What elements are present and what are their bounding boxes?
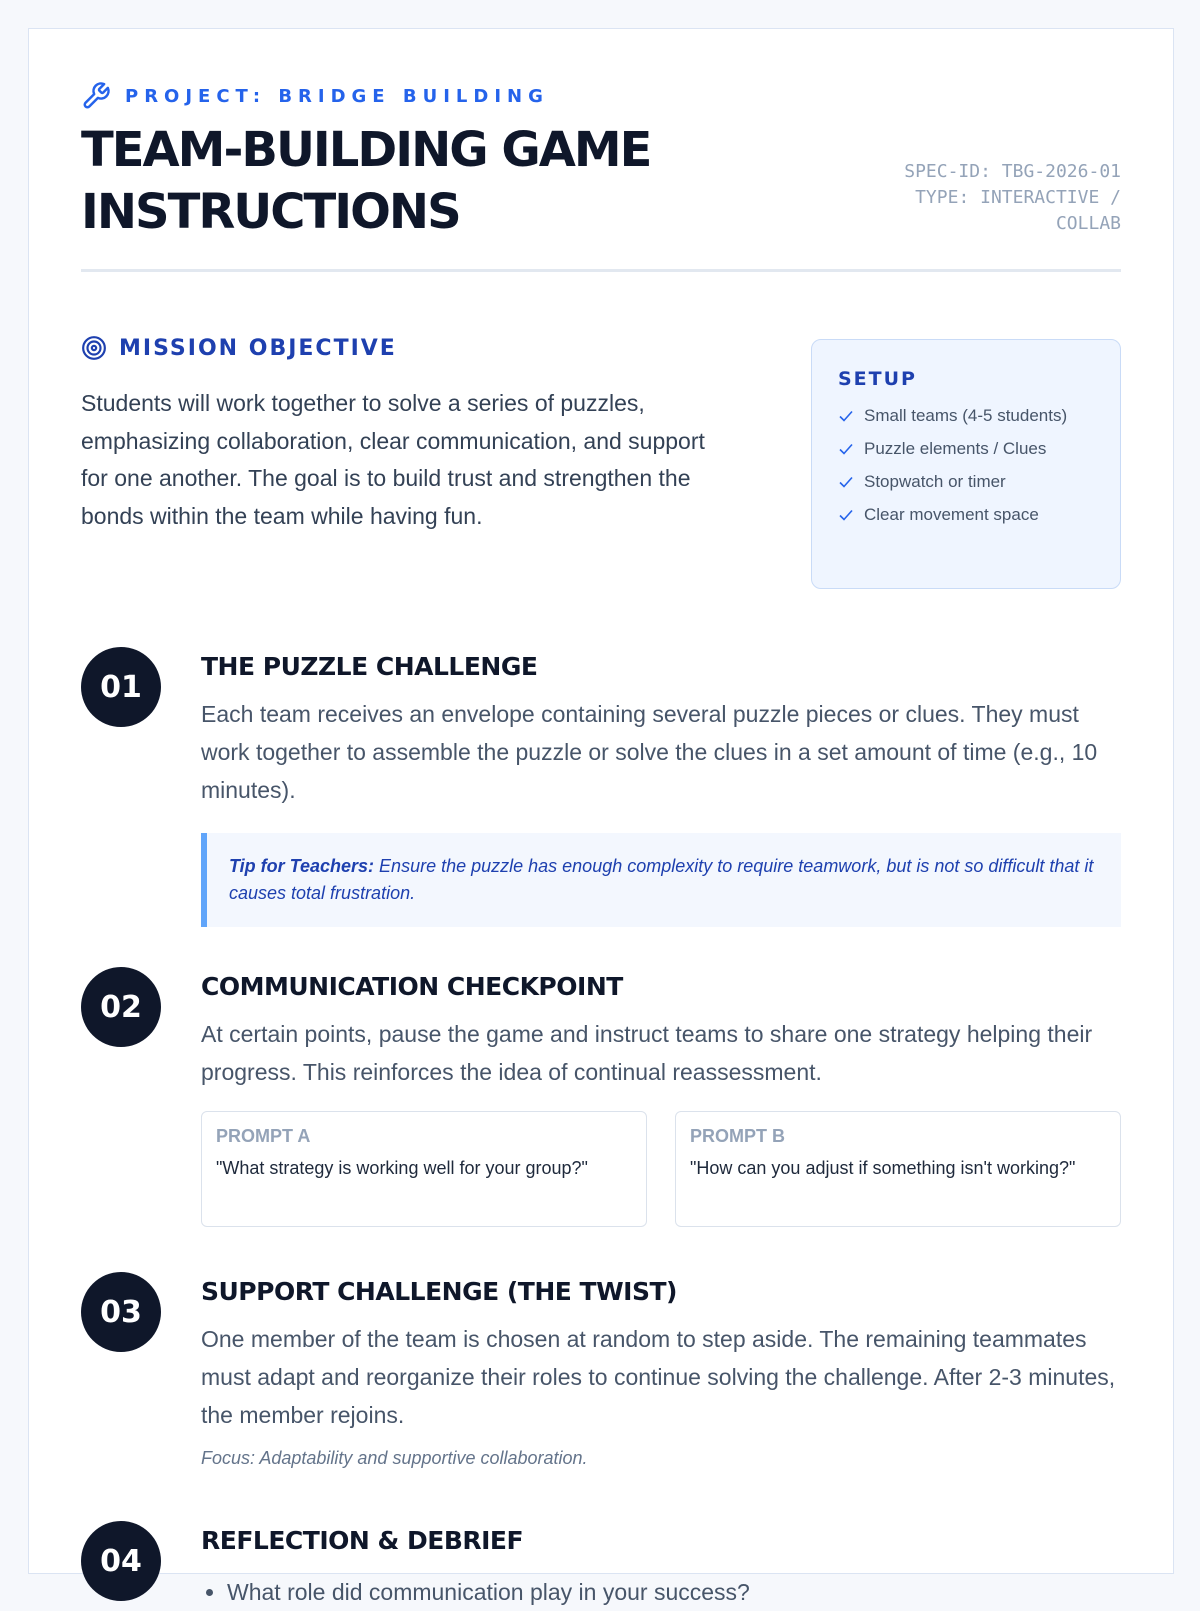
prompt-label: PROMPT B xyxy=(690,1126,786,1146)
setup-item xyxy=(838,435,1094,463)
tip-text: Ensure the puzzle has enough complexity to require teamwork, but is not so difficult that it causes total frustration. xyxy=(229,856,1094,903)
step-title: THE PUZZLE CHALLENGE xyxy=(201,652,538,681)
setup-list xyxy=(838,402,1094,529)
setup-item-label: Clear movement space xyxy=(864,505,1039,524)
step-text: Each team receives an envelope containing several puzzle pieces or clues. They must work together to assemble the puzzle or solve the clues in a set amount of time (e.g., 10 minutes). xyxy=(201,701,1098,803)
setup-title: SETUP xyxy=(838,368,917,390)
setup-item xyxy=(838,468,1094,496)
step-title: REFLECTION & DEBRIEF xyxy=(201,1526,524,1555)
mission-heading xyxy=(81,335,397,361)
step-body xyxy=(201,967,1121,1227)
page-title: TEAM-BUILDING GAME INSTRUCTIONS xyxy=(81,122,651,240)
spec-block xyxy=(861,159,1121,237)
check-icon xyxy=(838,408,854,424)
setup-item-label: Small teams (4-5 students) xyxy=(864,406,1068,425)
step-text: One member of the team is chosen at random to step aside. The remaining teammates must adapt and reorganize their roles to continue solving the challenge. After 2-3 minutes, the member rejoins. xyxy=(201,1326,1116,1428)
wrench-icon xyxy=(81,81,111,111)
mission-text: Students will work together to solve a series of puzzles, emphasizing collaboration, clear communication, and support for one another. The goal is to build trust and strengthen the bonds within the team while having fun. xyxy=(81,390,705,529)
step-body xyxy=(201,647,1121,927)
prompt-cards xyxy=(201,1111,1121,1227)
step-number-badge: 01 xyxy=(81,647,161,727)
check-icon xyxy=(838,441,854,457)
reflection-questions xyxy=(201,1573,1121,1611)
header-divider xyxy=(81,269,1121,272)
focus-note: Focus: Adaptability and supportive collaboration. xyxy=(201,1448,588,1468)
prompt-text: "How can you adjust if something isn't working?" xyxy=(690,1158,1076,1178)
step-body xyxy=(201,1272,1121,1469)
spec-id: SPEC-ID: TBG-2026-01 xyxy=(904,161,1121,182)
project-eyebrow xyxy=(81,81,549,111)
prompt-card-a xyxy=(201,1111,647,1227)
setup-item xyxy=(838,501,1094,529)
step-number-badge: 02 xyxy=(81,967,161,1047)
setup-item-label: Stopwatch or timer xyxy=(864,472,1006,491)
target-icon xyxy=(81,335,107,361)
mission-title: MISSION OBJECTIVE xyxy=(119,335,397,361)
prompt-label: PROMPT A xyxy=(216,1126,311,1146)
step-text: At certain points, pause the game and instruct teams to share one strategy helping their progress. This reinforces the idea of continual reassessment. xyxy=(201,1021,1093,1085)
tip-label: Tip for Teachers: xyxy=(229,856,375,876)
prompt-card-b xyxy=(675,1111,1121,1227)
spec-type: TYPE: INTERACTIVE / COLLAB xyxy=(915,187,1121,234)
list-item: • What role did communication play in your success? xyxy=(227,1573,1121,1611)
step-body xyxy=(201,1521,1121,1611)
setup-panel xyxy=(811,339,1121,589)
step-title: COMMUNICATION CHECKPOINT xyxy=(201,972,623,1001)
instruction-sheet xyxy=(28,28,1174,1605)
setup-item-label: Puzzle elements / Clues xyxy=(864,439,1047,458)
step-title: SUPPORT CHALLENGE (THE TWIST) xyxy=(201,1277,677,1306)
setup-item xyxy=(838,402,1094,430)
check-icon xyxy=(838,474,854,490)
project-name: PROJECT: BRIDGE BUILDING xyxy=(125,85,549,107)
prompt-text: "What strategy is working well for your group?" xyxy=(216,1158,588,1178)
step-number-badge: 03 xyxy=(81,1272,161,1352)
check-icon xyxy=(838,507,854,523)
teacher-tip xyxy=(201,833,1121,927)
step-number-badge: 04 xyxy=(81,1521,161,1601)
